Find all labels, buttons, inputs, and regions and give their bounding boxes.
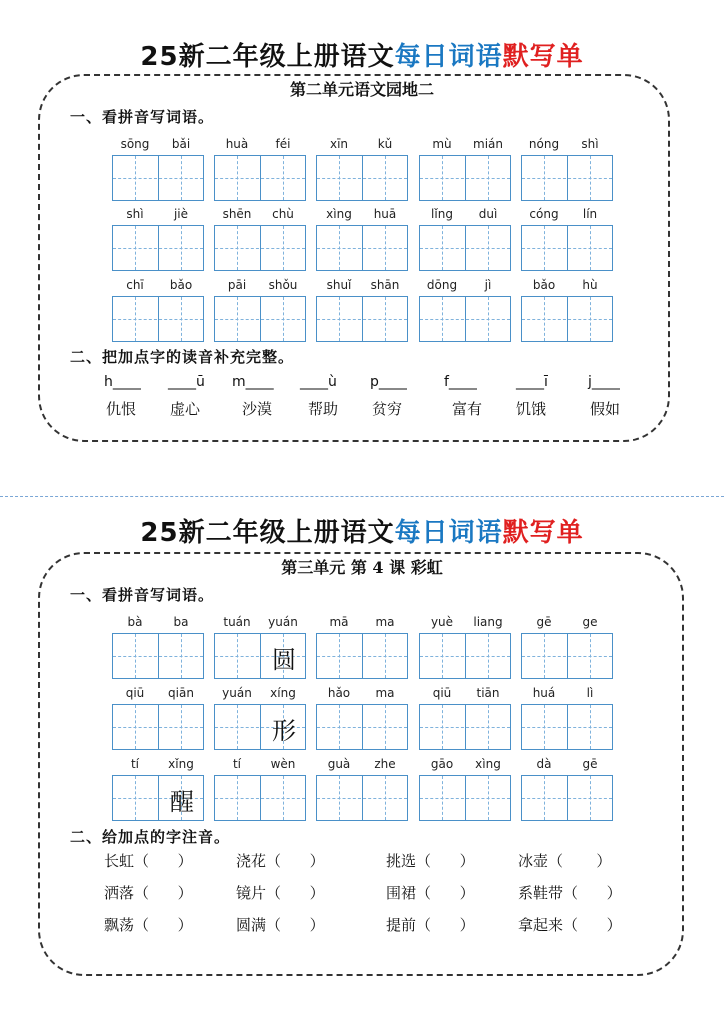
pinyin-label: hǎo: [327, 686, 351, 700]
word-cell[interactable]: [112, 137, 204, 201]
sheet1-subtitle: 第二单元语文园地二: [289, 80, 434, 99]
pinyin-label: nóng: [528, 137, 560, 151]
word-cell[interactable]: [112, 207, 204, 271]
pinyin-label: duì: [478, 207, 498, 221]
annotation-item[interactable]: 飘荡（ ）: [104, 916, 193, 934]
pinyin-label: xíng: [270, 686, 296, 700]
annotation-item[interactable]: 提前（ ）: [386, 916, 475, 934]
dotted-word: 饥饿: [516, 400, 547, 418]
pinyin-label: mián: [473, 137, 503, 151]
tianzige-boxes[interactable]: [419, 633, 511, 679]
sheet1-word-row: [0, 398, 724, 422]
pinyin-label: féi: [275, 137, 291, 151]
pinyin-label: bà: [127, 615, 143, 629]
annotation-item[interactable]: 镜片（ ）: [236, 884, 325, 902]
annotation-item[interactable]: 系鞋带（ ）: [518, 884, 622, 902]
pinyin-blank[interactable]: m____: [232, 374, 274, 390]
pinyin-label: mā: [329, 615, 349, 629]
pinyin-label: chī: [126, 278, 144, 292]
annotation-item[interactable]: 长虹（ ）: [104, 852, 193, 870]
word-cell[interactable]: [419, 137, 511, 201]
sheet-divider: [0, 496, 724, 497]
pinyin-label: xìng: [326, 207, 352, 221]
tianzige-boxes[interactable]: [521, 296, 613, 342]
tianzige-boxes[interactable]: [316, 775, 408, 821]
word-cell[interactable]: [112, 686, 204, 750]
title-black: 25新二年级上册语文: [140, 42, 395, 72]
given-character: 圆: [272, 646, 296, 674]
tianzige-boxes[interactable]: [521, 225, 613, 271]
tianzige-boxes[interactable]: [112, 155, 204, 201]
tianzige-boxes[interactable]: [521, 775, 613, 821]
pinyin-label: lǐng: [431, 207, 453, 221]
tianzige-boxes[interactable]: [316, 633, 408, 679]
dotted-word: 贫穷: [372, 400, 403, 418]
tianzige-boxes[interactable]: [214, 155, 306, 201]
pinyin-blank[interactable]: f____: [444, 374, 477, 390]
pinyin-label: gāo: [430, 757, 454, 771]
word-cell[interactable]: [419, 757, 511, 821]
pinyin-label: tuán: [223, 615, 251, 629]
tianzige-boxes[interactable]: [316, 155, 408, 201]
tianzige-boxes[interactable]: [112, 225, 204, 271]
annotation-item[interactable]: 拿起来（ ）: [518, 916, 622, 934]
pinyin-label: qiū: [432, 686, 452, 700]
word-cell[interactable]: [316, 757, 408, 821]
word-cell[interactable]: [214, 207, 306, 271]
tianzige-boxes[interactable]: [316, 225, 408, 271]
annotation-row: [0, 914, 724, 938]
pinyin-label: xìng: [475, 757, 501, 771]
pinyin-label: tiān: [476, 686, 500, 700]
pinyin-label: jì: [484, 278, 492, 292]
pinyin-label: wèn: [270, 757, 296, 771]
title-red: 默写单: [502, 42, 584, 72]
annotation-item[interactable]: 围裙（ ）: [386, 884, 475, 902]
pinyin-blank[interactable]: ____ū: [168, 374, 205, 390]
pinyin-label: gē: [536, 615, 552, 629]
sheet2-subtitle: 第三单元 第 4 课 彩虹: [281, 558, 443, 577]
pinyin-label: shuǐ: [326, 278, 352, 292]
given-character: 醒: [170, 788, 194, 816]
pinyin-label: shān: [370, 278, 400, 292]
word-cell[interactable]: [521, 137, 613, 201]
pinyin-label: jiè: [173, 207, 189, 221]
word-cell[interactable]: [316, 137, 408, 201]
tianzige-boxes[interactable]: [521, 704, 613, 750]
pinyin-label: pāi: [227, 278, 247, 292]
word-cell[interactable]: [521, 207, 613, 271]
pinyin-label: lì: [586, 686, 594, 700]
word-cell[interactable]: [521, 757, 613, 821]
pinyin-label: yuán: [268, 615, 298, 629]
word-cell[interactable]: [112, 615, 204, 679]
annotation-item[interactable]: 冰壶（ ）: [518, 852, 612, 870]
pinyin-label: lín: [582, 207, 598, 221]
pinyin-label: hù: [582, 278, 598, 292]
pinyin-blank[interactable]: p____: [370, 374, 407, 390]
title-blue: 每日词语: [394, 518, 503, 548]
pinyin-label: xīn: [329, 137, 349, 151]
pinyin-label: qiū: [125, 686, 145, 700]
word-cell[interactable]: [214, 615, 306, 679]
tianzige-boxes[interactable]: [419, 155, 511, 201]
pinyin-label: yuè: [430, 615, 454, 629]
pinyin-label: cóng: [529, 207, 559, 221]
word-cell[interactable]: [316, 615, 408, 679]
pinyin-label: dà: [536, 757, 552, 771]
tianzige-boxes[interactable]: [316, 296, 408, 342]
sheet1-blank-row: [0, 374, 724, 398]
word-cell[interactable]: [112, 757, 204, 821]
pinyin-label: kǔ: [377, 137, 393, 151]
dotted-word: 假如: [590, 400, 621, 418]
pinyin-label: guà: [327, 757, 351, 771]
title-red: 默写单: [502, 518, 584, 548]
annotation-item[interactable]: 洒落（ ）: [104, 884, 193, 902]
word-cell[interactable]: [214, 757, 306, 821]
sheet2-main-title: [0, 512, 724, 549]
sheet1-q2-heading: 二、把加点字的读音补充完整。: [70, 348, 295, 366]
word-cell[interactable]: [419, 615, 511, 679]
tianzige-boxes[interactable]: [316, 704, 408, 750]
pinyin-label: chù: [272, 207, 294, 221]
pinyin-label: tí: [130, 757, 140, 771]
word-cell[interactable]: [316, 207, 408, 271]
pinyin-label: shì: [126, 207, 144, 221]
tianzige-boxes[interactable]: [214, 225, 306, 271]
tianzige-boxes[interactable]: [112, 296, 204, 342]
pinyin-label: xǐng: [168, 757, 194, 771]
annotation-row: [0, 882, 724, 906]
word-cell[interactable]: [316, 278, 408, 342]
annotation-item[interactable]: 浇花（ ）: [236, 852, 325, 870]
annotation-item[interactable]: 圆满（ ）: [236, 916, 325, 934]
pinyin-label: bǎo: [169, 278, 193, 292]
pinyin-label: bǎo: [532, 278, 556, 292]
pinyin-label: yuán: [222, 686, 252, 700]
word-cell[interactable]: [316, 686, 408, 750]
dotted-word: 帮助: [308, 400, 339, 418]
tianzige-boxes[interactable]: [214, 704, 306, 750]
word-cell[interactable]: [214, 686, 306, 750]
title-blue: 每日词语: [394, 42, 503, 72]
dotted-word: 虚心: [170, 400, 201, 418]
word-cell[interactable]: [214, 278, 306, 342]
pinyin-blank[interactable]: h____: [104, 374, 141, 390]
tianzige-boxes[interactable]: [419, 704, 511, 750]
tianzige-boxes[interactable]: [214, 296, 306, 342]
word-cell[interactable]: [521, 615, 613, 679]
pinyin-label: ma: [375, 686, 395, 700]
tianzige-boxes[interactable]: [112, 633, 204, 679]
word-cell[interactable]: [419, 207, 511, 271]
pinyin-label: gē: [582, 757, 598, 771]
pinyin-label: tí: [232, 757, 242, 771]
word-cell[interactable]: [214, 137, 306, 201]
pinyin-label: liang: [473, 615, 503, 629]
pinyin-label: ba: [173, 615, 189, 629]
pinyin-label: ge: [582, 615, 598, 629]
pinyin-label: sōng: [120, 137, 150, 151]
pinyin-blank[interactable]: ____ī: [516, 374, 548, 390]
pinyin-label: qiān: [168, 686, 194, 700]
given-character: 形: [272, 717, 296, 745]
tianzige-boxes[interactable]: [419, 225, 511, 271]
pinyin-label: shēn: [222, 207, 252, 221]
tianzige-boxes[interactable]: [521, 155, 613, 201]
title-black: 25新二年级上册语文: [140, 518, 395, 548]
word-cell[interactable]: [521, 686, 613, 750]
word-cell[interactable]: [419, 686, 511, 750]
word-cell[interactable]: [112, 278, 204, 342]
sheet1-q1-heading: 一、看拼音写词语。: [70, 108, 215, 126]
pinyin-blank[interactable]: ____ù: [300, 374, 337, 390]
pinyin-label: bǎi: [171, 137, 191, 151]
tianzige-boxes[interactable]: [419, 775, 511, 821]
pinyin-label: shì: [581, 137, 599, 151]
annotation-row: [0, 850, 724, 874]
pinyin-blank[interactable]: j____: [588, 374, 620, 390]
word-cell[interactable]: [419, 278, 511, 342]
sheet1-main-title: [0, 36, 724, 73]
tianzige-boxes[interactable]: [214, 775, 306, 821]
dotted-word: 富有: [452, 400, 483, 418]
pinyin-label: mù: [432, 137, 452, 151]
pinyin-label: dōng: [426, 278, 458, 292]
pinyin-label: huà: [225, 137, 249, 151]
pinyin-label: huá: [532, 686, 556, 700]
pinyin-label: zhe: [374, 757, 396, 771]
sheet2-q2-heading: 二、给加点的字注音。: [70, 828, 231, 846]
pinyin-label: huā: [373, 207, 397, 221]
dotted-word: 仇恨: [106, 400, 137, 418]
pinyin-label: shǒu: [268, 278, 298, 292]
tianzige-boxes[interactable]: [521, 633, 613, 679]
tianzige-boxes[interactable]: [112, 775, 204, 821]
tianzige-boxes[interactable]: [419, 296, 511, 342]
tianzige-boxes[interactable]: [214, 633, 306, 679]
word-cell[interactable]: [521, 278, 613, 342]
tianzige-boxes[interactable]: [112, 704, 204, 750]
annotation-item[interactable]: 挑选（ ）: [386, 852, 475, 870]
sheet2-q1-heading: 一、看拼音写词语。: [70, 586, 215, 604]
dotted-word: 沙漠: [242, 400, 273, 418]
pinyin-label: ma: [375, 615, 395, 629]
